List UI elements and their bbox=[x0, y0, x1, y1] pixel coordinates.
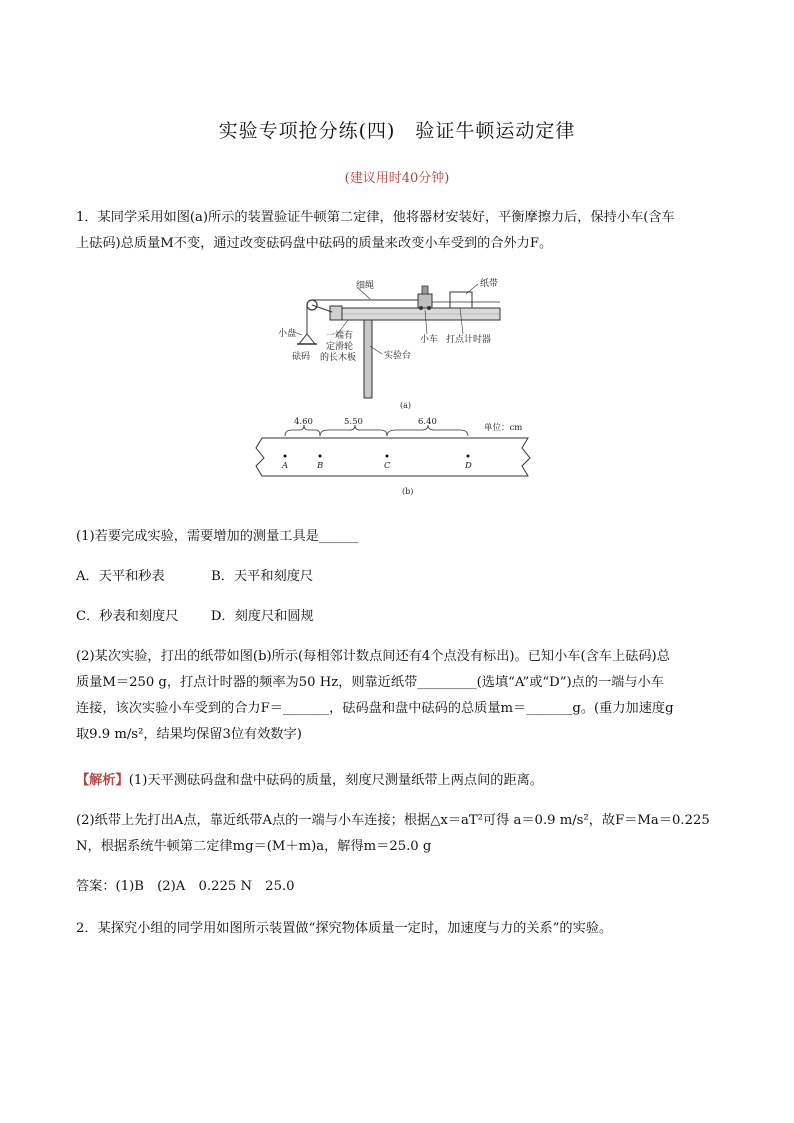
figure-a-apparatus bbox=[270, 272, 510, 414]
tape-dot-c bbox=[386, 455, 389, 458]
caption-b: (b) bbox=[402, 487, 414, 496]
q1-options-row-1 bbox=[76, 564, 726, 590]
label-point-d: D bbox=[465, 461, 472, 471]
q1-stem-line-2: 上砝码)总质量M不变，通过改变砝码盘中砝码的质量来改变小车受到的合外力F。 bbox=[76, 236, 553, 251]
option-d: D．刻度尺和圆规 bbox=[210, 609, 314, 624]
analysis-text-1: (1)天平测砝码盘和盘中砝码的质量，刻度尺测量纸带上两点间的距离。 bbox=[128, 773, 544, 788]
q1-sub2-line-1: (2)某次实验，打出的纸带如图(b)所示(每相邻计数点间还有4个点没有标出)。已知小车(含车上砝码)总 bbox=[76, 649, 670, 664]
suggested-time: (建议用时40分钟) bbox=[344, 171, 450, 186]
unit-label: 单位：cm bbox=[484, 423, 523, 433]
caption-a: (a) bbox=[400, 401, 412, 410]
option-a: A．天平和秒表 bbox=[76, 569, 165, 584]
q1-answer: 答案：(1)B (2)A 0.225 N 25.0 bbox=[76, 879, 295, 894]
distance-cd: 6.40 bbox=[418, 417, 437, 427]
q1-stem-line-1: 1．某同学采用如图(a)所示的装置验证牛顿第二定律，他将器材安装好，平衡摩擦力后，保持小车(含车 bbox=[76, 210, 675, 225]
label-rope: 细绳 bbox=[356, 281, 375, 291]
tape-dot-b bbox=[319, 455, 322, 458]
table-pillar bbox=[364, 320, 372, 398]
label-point-c: C bbox=[384, 461, 391, 471]
q1-analysis-2 bbox=[76, 808, 726, 860]
car-icon bbox=[418, 294, 432, 308]
distance-ab: 4.60 bbox=[294, 417, 313, 427]
q1-stem bbox=[76, 205, 726, 257]
distance-bc: 5.50 bbox=[344, 417, 363, 427]
analysis-2-line-1: (2)纸带上先打出A点，靠近纸带A点的一端与小车连接；根据△x＝aT²可得 a＝0.9 m/s²，故F＝Ma＝0.225 bbox=[76, 813, 710, 828]
q1-sub2-line-4: 取9.9 m/s²，结果均保留3位有效数字) bbox=[76, 727, 302, 742]
label-board-1: 一端有 bbox=[326, 331, 354, 341]
label-pan: 小盘 bbox=[278, 329, 297, 339]
q1-sub2-line-3: 连接，该次实验小车受到的合力F＝_______，砝码盘和盘中砝码的总质量m＝_______g。(重力加速度g bbox=[76, 701, 674, 716]
tape-dot-d bbox=[467, 455, 470, 458]
label-tape: 纸带 bbox=[480, 279, 499, 289]
timer-icon bbox=[450, 292, 472, 308]
label-timer: 打点计时器 bbox=[446, 335, 492, 345]
q1-options-row-2 bbox=[76, 604, 726, 630]
label-point-b: B bbox=[317, 461, 324, 471]
q1-analysis-1 bbox=[76, 768, 726, 794]
label-weights: 砝码 bbox=[292, 352, 311, 362]
page-title: 实验专项抢分练(四) 验证牛顿运动定律 bbox=[218, 120, 576, 142]
tape-dot-a bbox=[284, 455, 287, 458]
label-board-2: 定滑轮 bbox=[326, 342, 354, 352]
q2-stem: 2．某探究小组的同学用如图所示装置做“探究物体质量一定时，加速度与力的关系”的实验。 bbox=[76, 921, 613, 936]
figure-b-tape bbox=[252, 414, 534, 500]
label-board-3: 的长木板 bbox=[320, 353, 357, 363]
option-c: C．秒表和刻度尺 bbox=[76, 609, 179, 624]
q1-sub2-line-2: 质量M＝250 g，打点计时器的频率为50 Hz，则靠近纸带_________(选填“A”或“D”)点的一端与小车 bbox=[76, 675, 664, 690]
pan-icon bbox=[299, 334, 315, 344]
analysis-2-line-2: N，根据系统牛顿第二定律mg＝(M＋m)a，解得m＝25.0 g bbox=[76, 839, 432, 854]
label-table: 实验台 bbox=[384, 351, 412, 361]
q1-sub1: (1)若要完成实验，需要增加的测量工具是______ bbox=[76, 529, 359, 544]
q1-sub2 bbox=[76, 644, 726, 748]
paper-tape bbox=[256, 438, 530, 476]
option-b: B．天平和刻度尺 bbox=[211, 569, 314, 584]
analysis-tag: 【解析】 bbox=[76, 773, 129, 788]
label-point-a: A bbox=[282, 461, 289, 471]
label-car: 小车 bbox=[420, 335, 439, 345]
